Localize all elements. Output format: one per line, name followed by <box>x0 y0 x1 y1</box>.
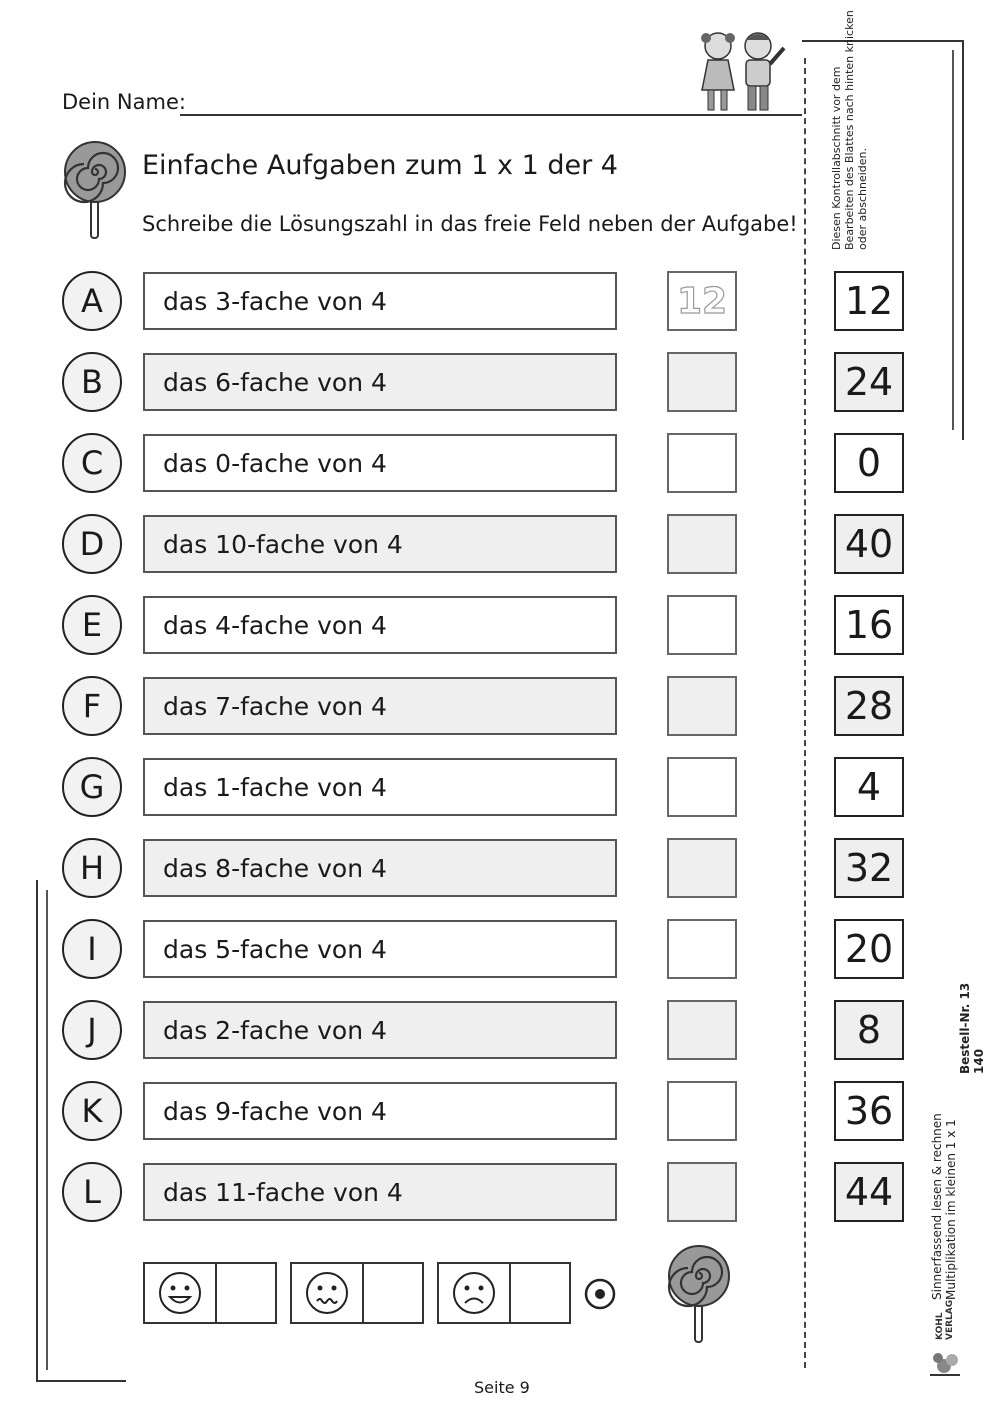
worksheet-title: Einfache Aufgaben zum 1 x 1 der 4 <box>142 150 618 181</box>
answer-box[interactable] <box>667 595 737 655</box>
assessment-worried <box>290 1262 424 1324</box>
solution-box: 44 <box>834 1162 904 1222</box>
assessment-happy <box>143 1262 277 1324</box>
answer-box[interactable] <box>667 352 737 412</box>
answer-box[interactable] <box>667 1000 737 1060</box>
page-number: Seite 9 <box>474 1378 530 1397</box>
task-letter: C <box>62 433 122 493</box>
solution-box: 40 <box>834 514 904 574</box>
task-text: das 10-fache von 4 <box>143 515 617 573</box>
solution-box: 24 <box>834 352 904 412</box>
assessment-check-box[interactable] <box>362 1264 422 1322</box>
frame-line <box>36 880 38 1380</box>
task-text: das 4-fache von 4 <box>143 596 617 654</box>
lollipop-icon <box>666 1244 732 1344</box>
frame-line <box>962 40 964 440</box>
example-answer: 12 <box>676 280 728 322</box>
solution-box: 12 <box>834 271 904 331</box>
answer-box[interactable] <box>667 757 737 817</box>
answer-box[interactable] <box>667 514 737 574</box>
task-text: das 0-fache von 4 <box>143 434 617 492</box>
task-letter: L <box>62 1162 122 1222</box>
solution-box: 28 <box>834 676 904 736</box>
lollipop-icon <box>62 140 128 240</box>
task-text: das 5-fache von 4 <box>143 920 617 978</box>
frame-line <box>952 50 954 430</box>
task-letter: J <box>62 1000 122 1060</box>
frame-line <box>802 40 962 42</box>
order-number: Bestell-Nr. 13 140 <box>958 982 986 1074</box>
solution-box: 36 <box>834 1081 904 1141</box>
solution-box: 4 <box>834 757 904 817</box>
answer-box[interactable] <box>667 838 737 898</box>
answer-box[interactable] <box>667 271 737 331</box>
task-letter: D <box>62 514 122 574</box>
solution-box: 0 <box>834 433 904 493</box>
task-letter: I <box>62 919 122 979</box>
frame-line <box>36 1380 126 1382</box>
sad-face-icon <box>439 1264 509 1322</box>
series-line-2: Multiplikation im kleinen 1 x 1 <box>944 1119 958 1300</box>
answer-box[interactable] <box>667 433 737 493</box>
assessment-check-box[interactable] <box>509 1264 569 1322</box>
frame-line <box>46 890 48 1370</box>
children-illustration <box>690 28 790 116</box>
task-letter: B <box>62 352 122 412</box>
fold-cut-line <box>804 58 806 1368</box>
name-label: Dein Name: <box>62 90 186 114</box>
task-letter: F <box>62 676 122 736</box>
task-text: das 6-fache von 4 <box>143 353 617 411</box>
task-text: das 9-fache von 4 <box>143 1082 617 1140</box>
series-line-1: Sinnerfassend lesen & rechnen <box>930 1113 944 1300</box>
target-icon <box>584 1278 616 1310</box>
publisher-name: KOHL VERLAG <box>935 1299 955 1340</box>
solution-box: 16 <box>834 595 904 655</box>
task-text: das 1-fache von 4 <box>143 758 617 816</box>
assessment-check-box[interactable] <box>215 1264 275 1322</box>
task-letter: H <box>62 838 122 898</box>
solution-box: 20 <box>834 919 904 979</box>
task-letter: G <box>62 757 122 817</box>
solution-box: 8 <box>834 1000 904 1060</box>
instruction-text: Schreibe die Lösungszahl in das freie Feld neben der Aufgabe! <box>142 212 798 236</box>
task-letter: E <box>62 595 122 655</box>
answer-box[interactable] <box>667 919 737 979</box>
task-text: das 7-fache von 4 <box>143 677 617 735</box>
task-text: das 8-fache von 4 <box>143 839 617 897</box>
control-section-note: Diesen Kontrollabschnitt vor dem Bearbeiten des Blattes nach hinten knicken oder abschneiden. <box>830 10 869 250</box>
task-text: das 3-fache von 4 <box>143 272 617 330</box>
happy-face-icon <box>145 1264 215 1322</box>
worried-face-icon <box>292 1264 362 1322</box>
task-letter: K <box>62 1081 122 1141</box>
assessment-sad <box>437 1262 571 1324</box>
answer-box[interactable] <box>667 1162 737 1222</box>
task-text: das 11-fache von 4 <box>143 1163 617 1221</box>
solution-box: 32 <box>834 838 904 898</box>
task-letter: A <box>62 271 122 331</box>
answer-box[interactable] <box>667 676 737 736</box>
series-info <box>930 940 958 1300</box>
answer-box[interactable] <box>667 1081 737 1141</box>
task-text: das 2-fache von 4 <box>143 1001 617 1059</box>
